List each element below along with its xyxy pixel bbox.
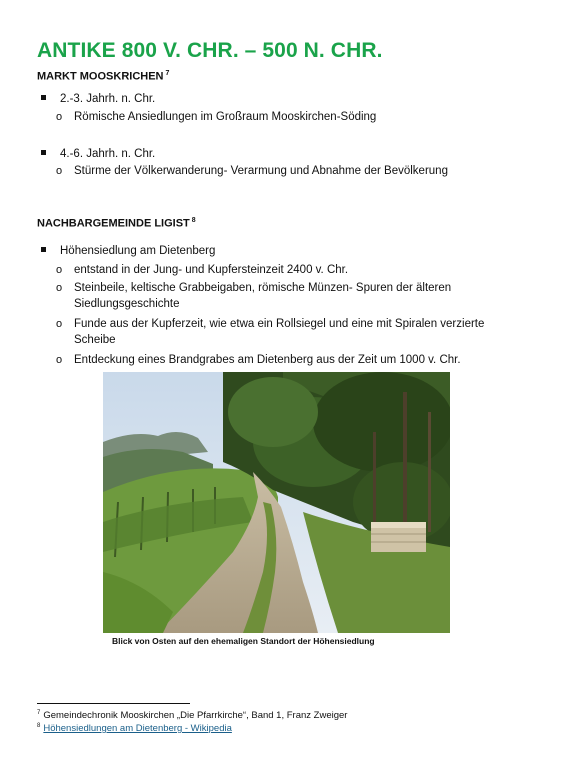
list-item — [41, 91, 155, 107]
sub-list-item-text: Stürme der Völkerwanderung- Verarmung und Abnahme der Bevölkerung — [74, 165, 448, 177]
bullet-circle-icon: o — [56, 264, 63, 276]
sub-list-item-text: Funde aus der Kupferzeit, wie etwa ein Rollsiegel und eine mit Spiralen verzierte Scheibe — [74, 318, 485, 346]
section-heading-text: NACHBARGEMEINDE LIGIST — [37, 217, 190, 230]
footnote-ref-7: 7 — [165, 70, 170, 77]
section-heading-ligist — [37, 217, 196, 230]
bullet-circle-icon: o — [56, 354, 63, 366]
bullet-circle-icon: o — [56, 165, 63, 177]
list-item — [41, 146, 155, 162]
bullet-circle-icon: o — [56, 318, 63, 330]
wikipedia-link[interactable]: Höhensiedlungen am Dietenberg - Wikipedia — [43, 723, 232, 735]
list-item — [41, 243, 215, 259]
sub-list-item — [56, 316, 519, 348]
footnote-text: Gemeindechronik Mooskirchen „Die Pfarrkirche“, Band 1, Franz Zweiger — [43, 710, 348, 722]
bullet-square-icon — [41, 150, 46, 155]
sub-list-item — [56, 280, 514, 312]
page-title: ANTIKE 800 V. CHR. – 500 N. CHR. — [37, 39, 383, 62]
section-heading-mooskirchen — [37, 70, 169, 83]
sub-list-item — [56, 352, 504, 368]
sub-list-item — [56, 109, 504, 125]
sub-list-item — [56, 163, 504, 179]
footnote-ref-8: 8 — [191, 217, 196, 224]
list-item-text: 4.-6. Jahrh. n. Chr. — [60, 148, 156, 160]
list-item-text: 2.-3. Jahrh. n. Chr. — [60, 93, 156, 105]
sub-list-item-text: Entdeckung eines Brandgrabes am Dietenberg aus der Zeit um 1000 v. Chr. — [74, 354, 461, 366]
bullet-circle-icon: o — [56, 111, 63, 123]
photo-caption: Blick von Osten auf den ehemaligen Standort der Höhensiedlung — [112, 636, 375, 646]
sub-list-item-text: Steinbeile, keltische Grabbeigaben, römische Münzen- Spuren der älteren Siedlungsgeschichte — [74, 282, 452, 310]
bullet-circle-icon: o — [56, 282, 63, 294]
footnote-divider — [37, 703, 190, 704]
sub-list-item-text: Römische Ansiedlungen im Großraum Mooskirchen-Söding — [74, 111, 377, 123]
landscape-photo — [103, 372, 450, 633]
sub-list-item-text: entstand in der Jung- und Kupfersteinzeit 2400 v. Chr. — [74, 264, 349, 276]
footnote-number: 7 — [37, 710, 41, 716]
footnote-7 — [37, 710, 347, 721]
footnote-number: 8 — [37, 723, 41, 729]
bullet-square-icon — [41, 247, 46, 252]
sub-list-item — [56, 262, 504, 278]
bullet-square-icon — [41, 95, 46, 100]
section-heading-text: MARKT MOOSKRICHEN — [37, 70, 164, 83]
list-item-text: Höhensiedlung am Dietenberg — [60, 245, 216, 257]
footnote-8 — [37, 723, 232, 734]
